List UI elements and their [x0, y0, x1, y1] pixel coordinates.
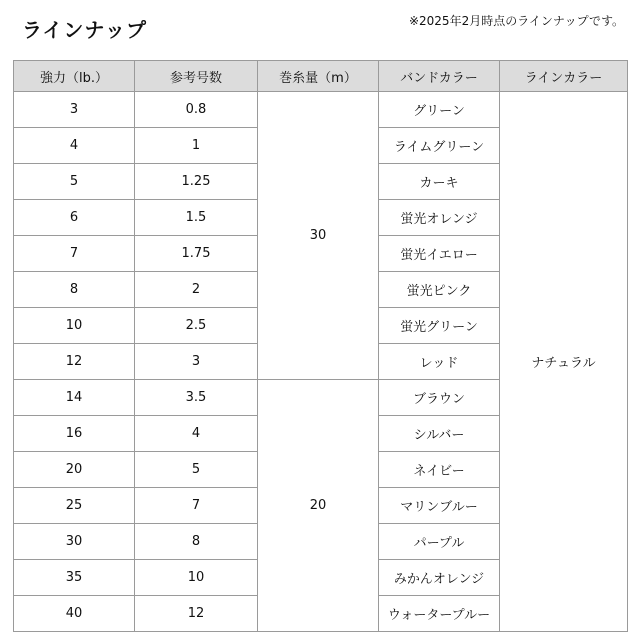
- band-color-cell: 蛍光ピンク: [379, 272, 500, 308]
- gauge-cell: 2.5: [135, 308, 258, 344]
- header-spool-length: 巻糸量（m）: [258, 61, 379, 92]
- line-color-cell: ナチュラル: [500, 92, 628, 632]
- header-strength: 強力（lb.）: [14, 61, 135, 92]
- band-color-cell: みかんオレンジ: [379, 560, 500, 596]
- gauge-cell: 10: [135, 560, 258, 596]
- gauge-cell: 1.25: [135, 164, 258, 200]
- strength-cell: 12: [14, 344, 135, 380]
- band-color-cell: 蛍光オレンジ: [379, 200, 500, 236]
- strength-cell: 8: [14, 272, 135, 308]
- table-header-row: [14, 61, 628, 92]
- strength-cell: 35: [14, 560, 135, 596]
- gauge-cell: 3.5: [135, 380, 258, 416]
- band-color-cell: 蛍光イエロー: [379, 236, 500, 272]
- gauge-cell: 7: [135, 488, 258, 524]
- band-color-cell: シルバー: [379, 416, 500, 452]
- gauge-cell: 0.8: [135, 92, 258, 128]
- band-color-cell: レッド: [379, 344, 500, 380]
- band-color-cell: グリーン: [379, 92, 500, 128]
- band-color-cell: マリンブルー: [379, 488, 500, 524]
- lineup-table: [13, 60, 628, 632]
- strength-cell: 30: [14, 524, 135, 560]
- table-row: [14, 92, 628, 128]
- band-color-cell: ウォータープルー: [379, 596, 500, 632]
- spool-length-cell: 30: [258, 92, 379, 380]
- band-color-cell: ライムグリーン: [379, 128, 500, 164]
- band-color-cell: ブラウン: [379, 380, 500, 416]
- strength-cell: 4: [14, 128, 135, 164]
- gauge-cell: 3: [135, 344, 258, 380]
- page-note: ※2025年2月時点のラインナップです。: [408, 14, 624, 28]
- band-color-cell: 蛍光グリーン: [379, 308, 500, 344]
- strength-cell: 10: [14, 308, 135, 344]
- gauge-cell: 4: [135, 416, 258, 452]
- strength-cell: 3: [14, 92, 135, 128]
- band-color-cell: パープル: [379, 524, 500, 560]
- page-title: ラインナップ: [22, 18, 147, 42]
- header-gauge: 参考号数: [135, 61, 258, 92]
- gauge-cell: 2: [135, 272, 258, 308]
- gauge-cell: 12: [135, 596, 258, 632]
- gauge-cell: 1: [135, 128, 258, 164]
- gauge-cell: 8: [135, 524, 258, 560]
- band-color-cell: ネイビー: [379, 452, 500, 488]
- strength-cell: 7: [14, 236, 135, 272]
- header-line-color: ラインカラー: [500, 61, 628, 92]
- spool-length-cell: 20: [258, 380, 379, 632]
- strength-cell: 25: [14, 488, 135, 524]
- strength-cell: 5: [14, 164, 135, 200]
- strength-cell: 20: [14, 452, 135, 488]
- band-color-cell: カーキ: [379, 164, 500, 200]
- gauge-cell: 5: [135, 452, 258, 488]
- gauge-cell: 1.75: [135, 236, 258, 272]
- gauge-cell: 1.5: [135, 200, 258, 236]
- strength-cell: 40: [14, 596, 135, 632]
- header-band-color: バンドカラー: [379, 61, 500, 92]
- strength-cell: 16: [14, 416, 135, 452]
- strength-cell: 14: [14, 380, 135, 416]
- strength-cell: 6: [14, 200, 135, 236]
